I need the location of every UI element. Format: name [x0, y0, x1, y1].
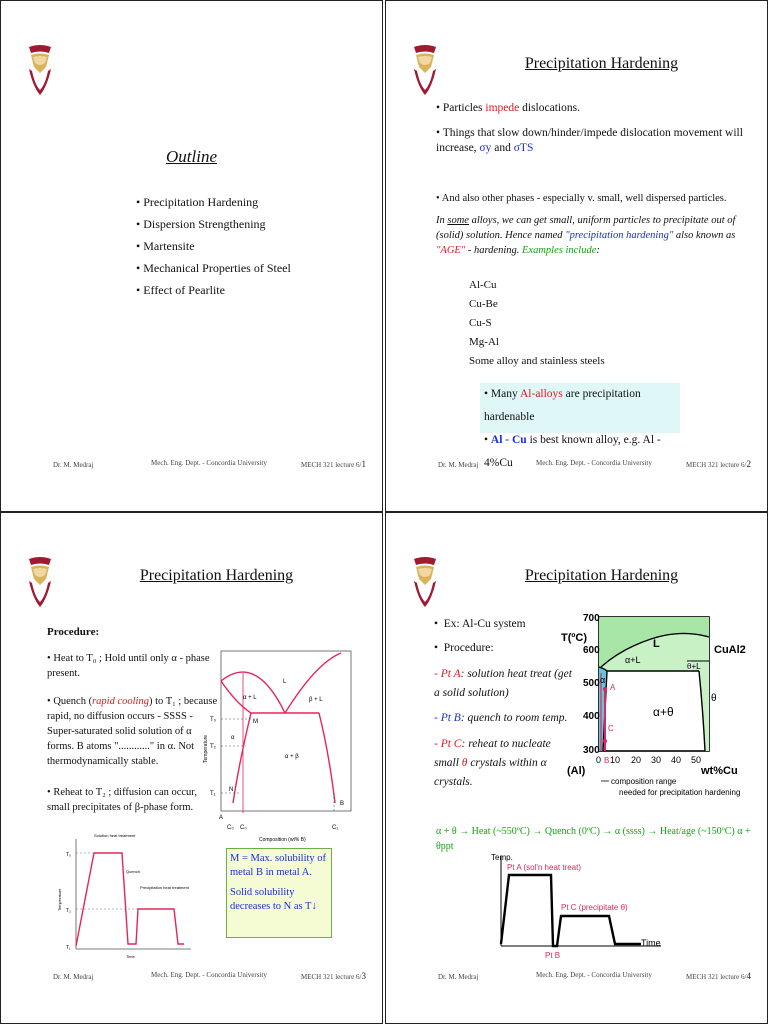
slide-footer: [1, 971, 382, 985]
phase-label: β + L: [309, 697, 323, 703]
box-line: • Many Al-alloys are precipitation hardenable: [484, 388, 641, 423]
y-axis-label: Temp.: [491, 853, 513, 862]
footer-dept: Mech. Eng. Dept. - Concordia University: [151, 971, 267, 979]
x-axis-label: Time: [126, 954, 135, 959]
comp-label: C₀: [227, 825, 234, 831]
y-axis-label: Temperature: [203, 734, 209, 763]
footer-author: Dr. M. Medraj: [438, 461, 479, 469]
temp-label: T₀: [210, 717, 217, 723]
annotation: Pt C (precipitate θ): [561, 903, 628, 912]
list-item: • Martensite: [136, 239, 195, 253]
point-label: A: [610, 683, 616, 692]
list-item: Some alloy and stainless steels: [469, 355, 605, 367]
step-pt-c: - Pt C: reheat to nucleate small θ crystals within α crystals.: [434, 738, 551, 788]
list-item: • Precipitation Hardening: [136, 195, 259, 209]
bullet-procedure: • Procedure:: [434, 642, 494, 654]
step-pt-a: - Pt A: solution heat treat (get a solid solution): [434, 668, 572, 699]
slide-number: 3: [361, 971, 366, 981]
footer-lecture: MECH 321 lecture 6/3: [301, 971, 366, 981]
bullet-particles: • Particles impede dislocations.: [436, 102, 580, 114]
phase-label: α + β: [285, 754, 299, 760]
temp-label: T₂: [210, 744, 216, 750]
phase-label: L: [653, 638, 660, 650]
y-axis-label: T(ºC): [561, 632, 588, 644]
annotation: Solution heat treatment: [94, 833, 136, 838]
annotation: Pt B: [545, 951, 561, 960]
phase-label: α + L: [243, 695, 257, 701]
slide-footer: [386, 971, 767, 985]
slide-number: 2: [746, 459, 751, 469]
y-tick: 300: [583, 745, 600, 756]
annotation: composition range: [611, 777, 677, 786]
heat-treatment-equation: α + θ → Heat (~550ºC) → Quench (0ºC) → α (ssss) → Heat/age (~150ºC) α + θppt: [436, 826, 751, 852]
procedure-heading: Procedure:: [47, 626, 100, 638]
phase-label: α+L: [625, 655, 641, 665]
x-axis-label: Composition (wt% B): [259, 837, 306, 843]
comp-label: C₁: [332, 825, 339, 831]
list-item: Al-Cu: [469, 279, 497, 291]
slide-title: Precipitation Hardening: [524, 55, 679, 72]
temp-label: T₂: [66, 908, 71, 914]
compound-label: CuAl2: [714, 644, 746, 656]
axis-end-label: B: [340, 801, 345, 807]
slide-footer: [386, 459, 767, 473]
list-item: Mg-Al: [469, 336, 499, 348]
annotation: Precipitation heat treatment: [140, 885, 189, 890]
box-line: Solid solubility decreases to N as T↓: [230, 887, 317, 912]
footer-dept: Mech. Eng. Dept. - Concordia University: [536, 971, 652, 979]
footer-author: Dr. M. Medraj: [438, 973, 479, 981]
y-tick: 600: [583, 645, 600, 656]
bullet-things: • Things that slow down/hinder/impede dislocation movement will increase, σy and σTS: [436, 127, 743, 154]
list-item: • Mechanical Properties of Steel: [136, 261, 291, 275]
outline-list: [136, 195, 291, 305]
al-cu-phase-diagram: [561, 611, 768, 811]
annotation: Quench: [126, 869, 141, 874]
slide-1: [0, 0, 383, 512]
footer-dept: Mech. Eng. Dept. - Concordia University: [536, 459, 652, 467]
y-axis-label: Temperature: [57, 888, 62, 911]
step-heat: • Heat to T₀ ; Hold until only α - phase present.: [47, 653, 210, 679]
heat-treatment-profile: [56, 831, 196, 961]
bullet-example: • Ex: Al-Cu system: [434, 618, 526, 630]
bullet-phases: • And also other phases - especially v. small, well dispersed particles.: [436, 193, 727, 204]
list-item: Cu-Be: [469, 298, 498, 310]
phase-label: θ: [711, 693, 717, 704]
footer-author: Dr. M. Medraj: [53, 461, 94, 469]
point-label: B: [604, 756, 610, 765]
slide-2: [385, 0, 768, 512]
footer-author: Dr. M. Medraj: [53, 973, 94, 981]
footer-dept: Mech. Eng. Dept. - Concordia University: [151, 459, 267, 467]
temp-label: T₀: [66, 852, 72, 858]
slide-title: Precipitation Hardening: [139, 567, 294, 584]
precipitation-paragraph: In some alloys, we can get small, uniform particles to precipitate out of (solid) solution. Hence named "precipitation hardening" also known as "AGE" - hardening. Examples include:: [436, 215, 736, 256]
slide-title: Outline: [166, 147, 217, 166]
step-quench: • Quench (rapid cooling) to T₁ ; because rapid, no diffusion occurs - SSSS - Super-saturated solid solution of α forms. B atoms "............" in α. Not thermodynamically stable.: [47, 696, 218, 767]
phase-label: α: [600, 675, 606, 685]
phase-label: α+θ: [653, 705, 674, 719]
x-tick: 0: [596, 755, 602, 765]
y-tick: 700: [583, 613, 600, 624]
comp-label: C₀: [240, 825, 247, 831]
concordia-logo-icon: [27, 555, 53, 611]
footer-lecture: MECH 321 lecture 6/4: [686, 971, 751, 981]
point-label: C: [608, 724, 614, 733]
slide-number: 4: [746, 971, 751, 981]
concordia-logo-icon: [27, 43, 53, 99]
phase-label: α: [231, 735, 235, 741]
box-line: M = Max. solubility of metal B in metal A.: [230, 853, 327, 878]
x-axis-label: wt%Cu: [701, 765, 738, 777]
temp-label: T₁: [210, 791, 216, 797]
axis-end-label: A: [219, 815, 224, 821]
slide-footer: [1, 459, 382, 473]
slide-title: Precipitation Hardening: [524, 567, 679, 584]
annotation: needed for precipitation hardening: [619, 788, 741, 797]
temp-label: T₁: [66, 945, 71, 951]
footer-lecture: MECH 321 lecture 6/1: [301, 459, 366, 469]
phase-label: θ+L: [687, 662, 701, 671]
x-tick: 30: [651, 755, 662, 765]
list-item: • Dispersion Strengthening: [136, 217, 266, 231]
list-item: Cu-S: [469, 317, 492, 329]
solubility-box: [226, 848, 332, 938]
annotation: Pt A (sol'n heat treat): [507, 863, 582, 872]
slide-4: [385, 512, 768, 1024]
phase-label: L: [283, 679, 287, 685]
temperature-time-profile: [491, 848, 671, 963]
alloy-list: [469, 276, 605, 371]
footer-lecture: MECH 321 lecture 6/2: [686, 459, 751, 469]
y-tick: 500: [583, 678, 600, 689]
slide-3: [0, 512, 383, 1024]
x-tick: 50: [691, 755, 702, 765]
list-item: • Effect of Pearlite: [136, 283, 225, 297]
x-tick: 40: [671, 755, 682, 765]
point-label: M: [253, 719, 258, 725]
point-label: N: [229, 787, 234, 793]
box-line: • Al - Cu is best known alloy, e.g. Al - 4%Cu: [484, 434, 661, 469]
x-tick: 20: [631, 755, 642, 765]
step-pt-b: - Pt B: quench to room temp.: [434, 712, 568, 724]
concordia-logo-icon: [412, 555, 438, 611]
eutectic-phase-diagram: [201, 643, 361, 843]
axis-end-label: (Al): [567, 765, 586, 777]
x-axis-label: Time: [641, 938, 661, 948]
x-tick: 10: [610, 755, 621, 765]
slide-number: 1: [361, 459, 366, 469]
step-reheat: • Reheat to T₂ ; diffusion can occur, small precipitates of β-phase form.: [47, 787, 198, 813]
concordia-logo-icon: [412, 43, 438, 99]
y-tick: 400: [583, 711, 600, 722]
